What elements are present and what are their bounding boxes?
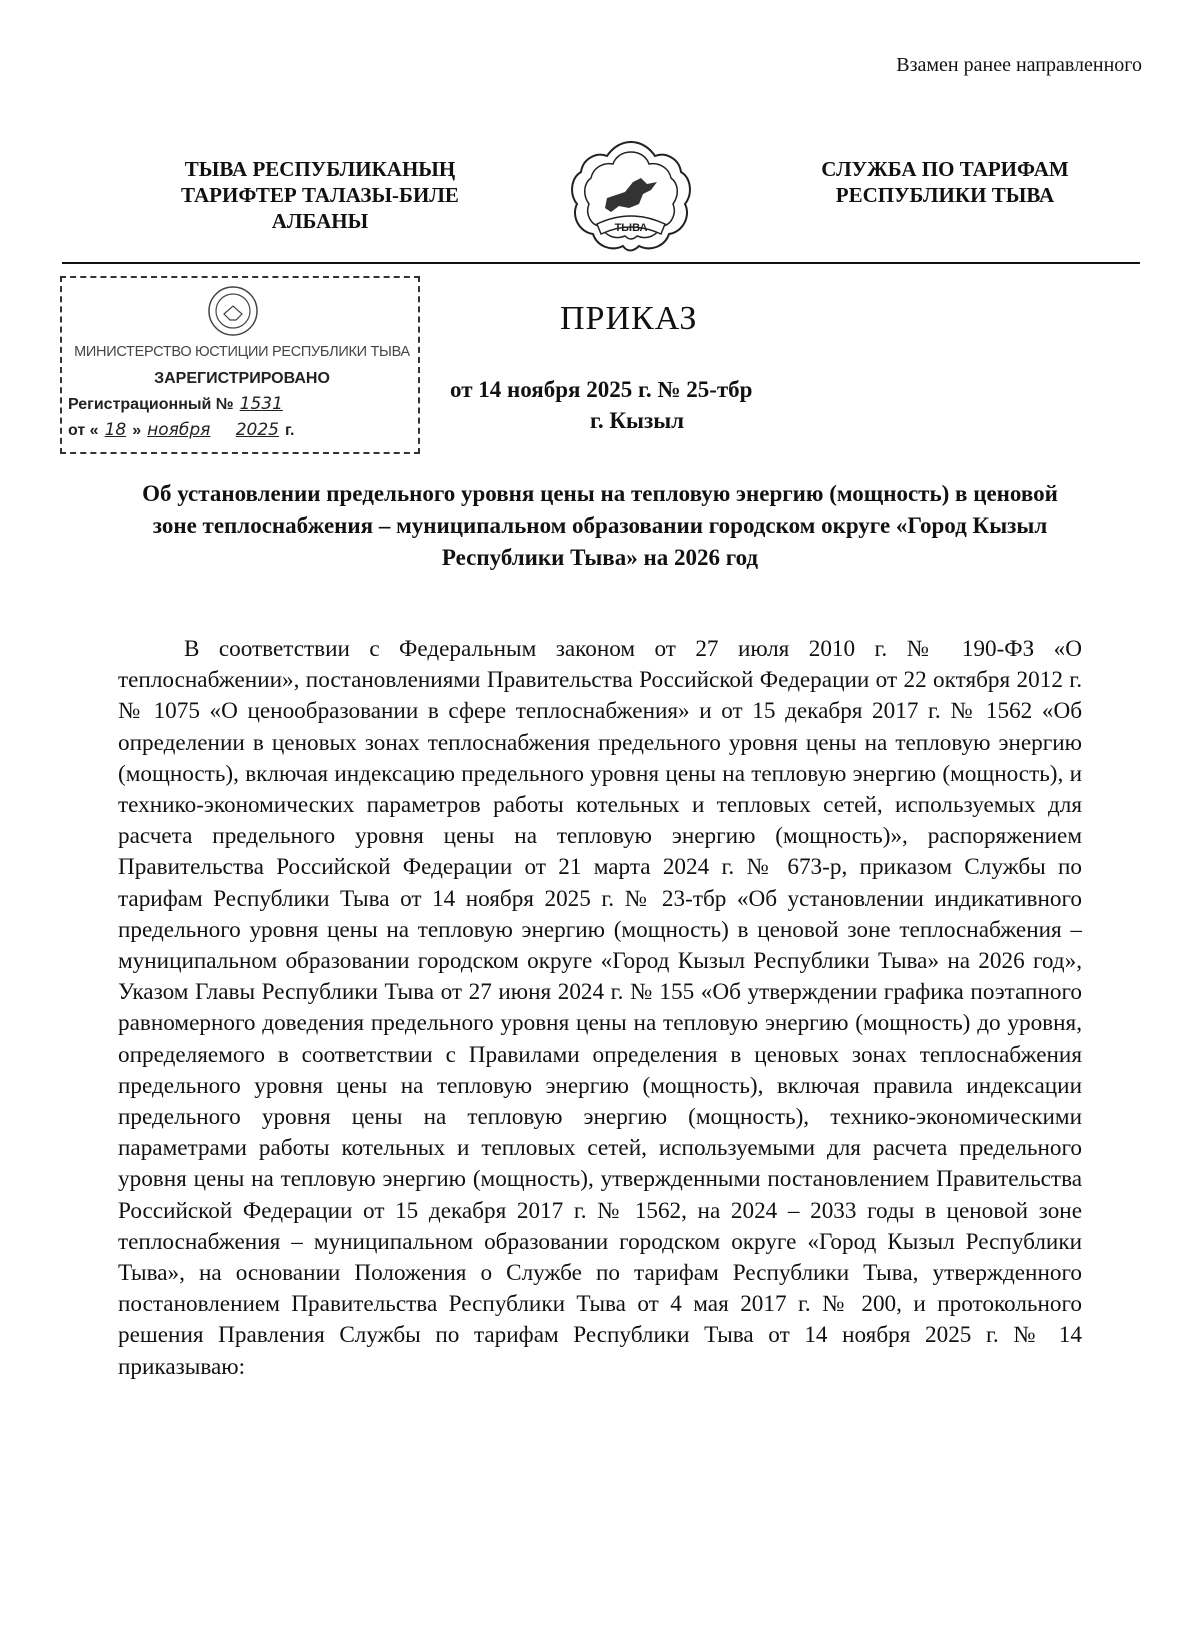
- stamp-year: 2025: [235, 420, 279, 440]
- stamp-date-mid: »: [132, 422, 142, 439]
- header-tuvan: [150, 156, 490, 234]
- stamp-reg-number: 1531: [239, 394, 283, 414]
- document-body: В соответствии с Федеральным законом от 27 июля 2010 г. № 190-ФЗ «О теплоснабжении», постановлениями Правительства Российской Федерации от 22 октября 2012 г. № 1075 «О ценообразовании в сфере теплоснабжения» и от 15 декабря 2017 г. № 1562 «Об определении в ценовых зонах теплоснабжения предельного уровня цены на тепловую энергию (мощность), включая индексацию предельного уровня цены на тепловую энергию (мощность), и технико-экономических параметров работы котельных и тепловых сетей, используемых для расчета предельного уровня цены на тепловую энергию (мощность)», распоряжением Правительства Российской Федерации от 21 марта 2024 г. № 673-р, приказом Службы по тарифам Республики Тыва от 14 ноября 2025 г. № 23-тбр «Об установлении индикативного предельного уровня цены на тепловую энергию (мощность) в ценовой зоне теплоснабжения – муниципальном образовании городском округе «Город Кызыл Республики Тыва» на 2026 год», Указом Главы Республики Тыва от 27 июня 2024 г. № 155 «Об утверждении графика поэтапного равномерного доведения предельного уровня цены на тепловую энергию (мощность) до уровня, определяемого в соответствии с Правилами определения в ценовых зонах теплоснабжения предельного уровня цены на тепловую энергию (мощность), включая правила индексации предельного уровня цены на тепловую энергию (мощность), технико-экономическими параметрами работы котельных и тепловых сетей, используемыми для расчета предельного уровня цены на тепловую энергию (мощность), утвержденными постановлением Правительства Российской Федерации от 15 декабря 2017 г. № 1562, на 2024 – 2033 годы в ценовой зоне теплоснабжения – муниципальном образовании городском округе «Город Кызыл Республики Тыва», на основании Положения о Службе по тарифам Республики Тыва, утвержденного постановлением Правительства Республики Тыва от 4 мая 2017 г. № 200, и протокольного решения Правления Службы по тарифам Республики Тыва от 14 ноября 2025 г. № 14 приказываю:: [118, 636, 1082, 1380]
- header-divider: [62, 262, 1140, 264]
- stamp-registration-number: [68, 394, 418, 414]
- header-tuvan-line: ТЫВА РЕСПУБЛИКАНЫҢ: [184, 157, 456, 181]
- tuva-emblem-icon: [567, 138, 695, 256]
- order-date-number: от 14 ноября 2025 г. № 25-тбр: [450, 377, 753, 402]
- stamp-month: ноября: [147, 420, 211, 440]
- header-tuvan-line: ТАРИФТЕР ТАЛАЗЫ-БИЛЕ: [181, 183, 459, 207]
- emblem-label: ТЫВА: [614, 222, 648, 234]
- document-subject: Об установлении предельного уровня цены на тепловую энергию (мощность) в ценовой зоне теплоснабжения – муниципальном образовании городском округе «Город Кызыл Республики Тыва» на 2026 год: [142, 481, 1058, 570]
- stamp-date: [68, 420, 418, 440]
- header-russian-line: СЛУЖБА ПО ТАРИФАМ: [821, 157, 1069, 181]
- order-city: г. Кызыл: [590, 408, 685, 433]
- replaces-note: Взамен ранее направленного: [896, 54, 1142, 76]
- header-russian: [790, 156, 1100, 208]
- stamp-day: 18: [104, 420, 127, 440]
- document-type-title: ПРИКАЗ: [560, 300, 698, 337]
- stamp-date-suffix: г.: [284, 422, 295, 439]
- stamp-date-prefix: от «: [68, 422, 99, 439]
- header-tuvan-line: АЛБАНЫ: [271, 209, 369, 233]
- stamp-ministry: МИНИСТЕРСТВО ЮСТИЦИИ РЕСПУБЛИКИ ТЫВА: [74, 344, 410, 360]
- stamp-status: ЗАРЕГИСТРИРОВАНО: [154, 370, 330, 387]
- stamp-emblem-icon: [206, 284, 260, 338]
- registration-stamp: [60, 276, 420, 454]
- header-russian-line: РЕСПУБЛИКИ ТЫВА: [835, 183, 1055, 207]
- stamp-reg-label: Регистрационный №: [68, 396, 234, 413]
